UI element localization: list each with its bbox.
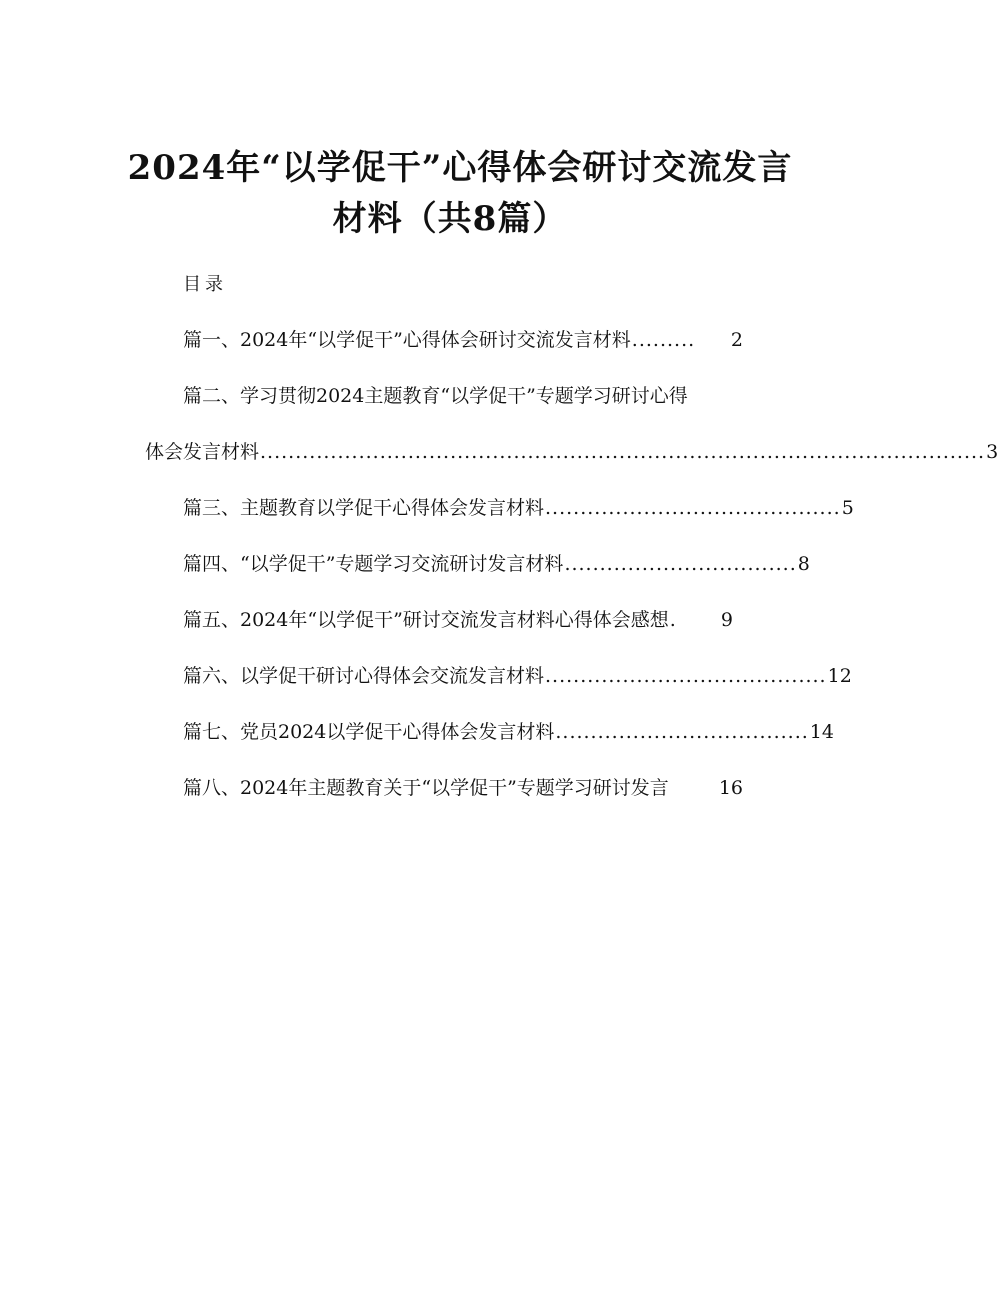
toc-leader-dots: .................................... [555, 721, 809, 743]
toc-entry-label: 篇七、党员2024以学促干心得体会发言材料 [183, 721, 555, 743]
toc-entry-label: 篇六、以学促干研讨心得体会交流发言材料 [183, 665, 545, 687]
toc-page-number: 9 [720, 609, 733, 631]
toc-entry-5[interactable] [183, 605, 733, 632]
toc-entry-2-line-2[interactable] [145, 437, 998, 464]
toc-leader-dots: . [669, 609, 677, 631]
toc-entry-label: 篇三、主题教育以学促干心得体会发言材料 [183, 497, 545, 519]
toc-page-number: 5 [841, 497, 854, 519]
toc-entry-1[interactable] [183, 325, 743, 352]
toc-entry-label: 篇八、2024年主题教育关于“以学促干”专题学习研讨发言 [183, 777, 669, 799]
document-title-line-2: 材料（共8篇） [332, 199, 568, 239]
toc-page-number: 14 [809, 721, 834, 743]
toc-page-number: 12 [827, 665, 852, 687]
toc-entry-6[interactable] [183, 661, 852, 688]
toc-leader-dots: ....................................................................................................... [260, 441, 986, 463]
document-title-line-1: 2024年“以学促干”心得体会研讨交流发言 [127, 148, 793, 188]
toc-page-number: 2 [730, 329, 743, 351]
toc-entry-7[interactable] [183, 717, 834, 744]
toc-page-number: 3 [986, 441, 998, 463]
toc-entry-3[interactable] [183, 493, 854, 520]
toc-leader-dots: ................................. [564, 553, 797, 575]
toc-page-number: 16 [718, 777, 743, 799]
toc-entry-label: 篇五、2024年“以学促干”研讨交流发言材料心得体会感想 [183, 609, 669, 631]
toc-leader-dots: ......... [631, 329, 696, 351]
toc-leader-dots: ........................................ [545, 665, 827, 687]
toc-heading: 目录 [183, 274, 227, 295]
toc-entry-label: 篇四、“以学促干”专题学习交流研讨发言材料 [183, 553, 564, 575]
toc-entry-8[interactable] [183, 773, 743, 800]
toc-entry-label: 篇一、2024年“以学促干”心得体会研讨交流发言材料 [183, 329, 631, 351]
toc-entry-4[interactable] [183, 549, 810, 576]
toc-entry-2-line-1[interactable]: 篇二、学习贯彻2024主题教育“以学促干”专题学习研讨心得 [183, 385, 688, 407]
toc-entry-label: 体会发言材料 [145, 441, 260, 463]
toc-page-number: 8 [797, 553, 810, 575]
toc-leader-dots: .......................................... [545, 497, 841, 519]
